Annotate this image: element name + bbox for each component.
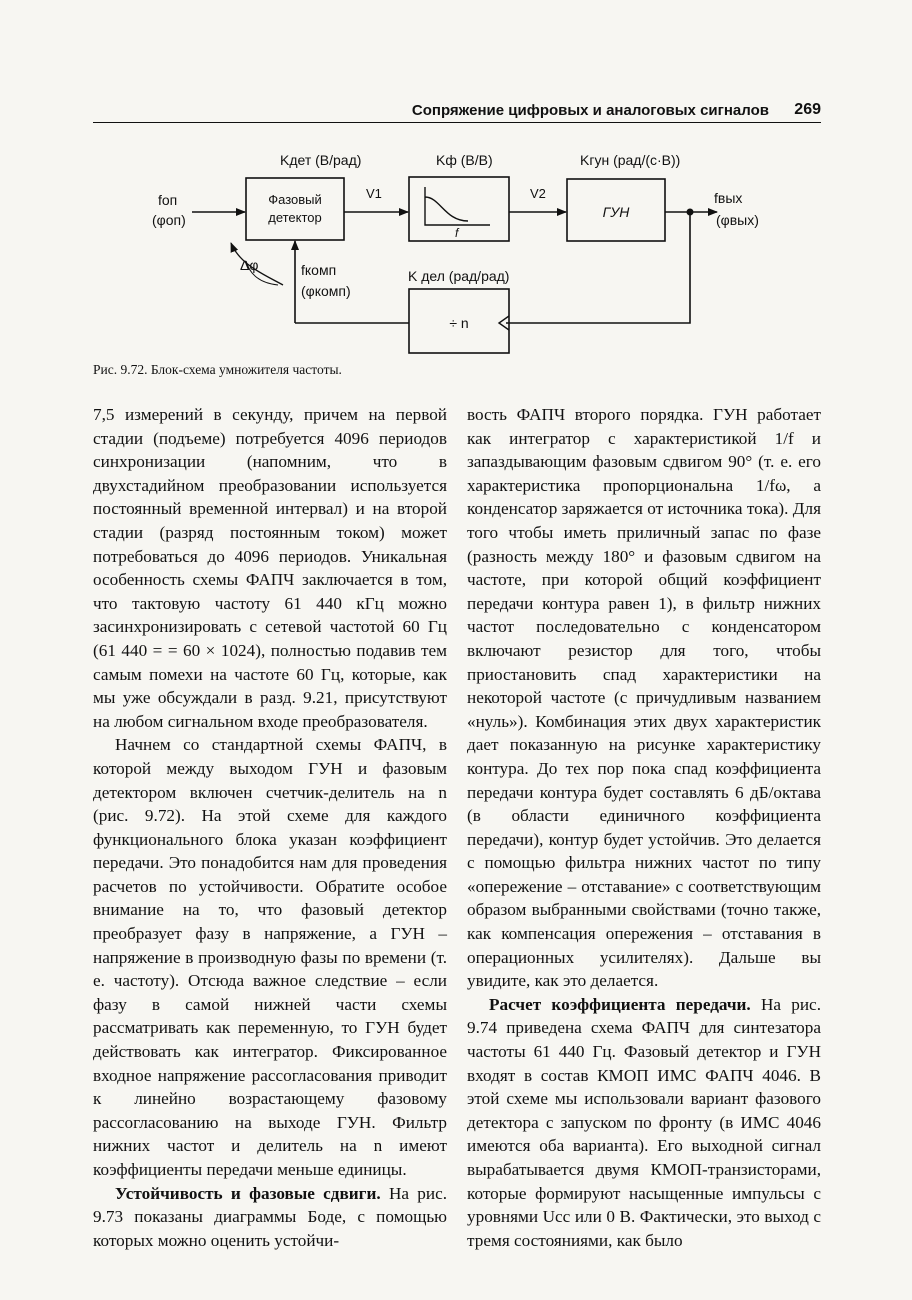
right-paragraph-2-text: На рис. 9.74 приведена схема ФАПЧ для синтезатора частоты 61 440 Гц. Фазовый детектор и ГУН входят в состав КМОП ИМС ФАПЧ 4046. В этой схеме мы использовали вариант фазового детектора с запуском по фронту (в ИМС 4046 имеются оба варианта). Его выходной сигнал вырабатывается двумя КМОП-транзисторами, которые формируют насыщенные импульсы с уровнями Uсс или 0 В. Фактически, это выход с тремя состояниями, как было — [467, 994, 821, 1250]
v1-label: V1 — [366, 186, 382, 201]
right-column — [467, 403, 821, 1252]
block-diagram — [150, 145, 760, 365]
feedback-path-right — [506, 212, 690, 323]
running-header — [93, 100, 821, 123]
v2-label: V2 — [530, 186, 546, 201]
left-paragraph-1: 7,5 измерений в секунду, причем на первой стадии (подъеме) потребуется 4096 периодов синхронизации (напомним, что в двухстадийном преобразовании используется постоянный временной интервал) и на второй стадии (разряд постоянным током) может потребоваться до 4096 периодов. Уникальная особенность схемы ФАПЧ заключается в том, что тактовую частоту 61 440 кГц можно засинхронизировать с сетевой частотой 60 Гц (61 440 = = 60 × 1024), полностью подавив тем самым помехи на частоте 60 Гц, которые, как мы уже обсуждали в разд. 9.21, присутствуют на любом сигнальном входе преобразователя. — [93, 405, 447, 731]
header-title: Сопряжение цифровых и аналоговых сигналов — [411, 102, 769, 119]
figure-caption: Рис. 9.72. Блок-схема умножителя частоты. — [93, 362, 342, 377]
right-paragraph-2 — [467, 993, 821, 1253]
detector-label-2: детектор — [268, 210, 322, 225]
phi-ref-label: (φоп) — [152, 212, 186, 228]
phase-detector-box — [246, 178, 344, 240]
f-out-label: fвых — [714, 190, 743, 206]
k-div-label: K дел (рад/рад) — [408, 268, 510, 284]
vco-label: ГУН — [602, 204, 630, 220]
left-paragraph-2: Начнем со стандартной схемы ФАПЧ, в которой между выходом ГУН и фазовым детектором включен счетчик-делитель на n (рис. 9.72). На этой схеме для каждого функционального блока указан коэффициент передачи. Это понадобится нам для проведения расчетов по устойчивости. Обратите особое внимание на то, что фазовый детектор преобразует фазу в напряжение, а ГУН – напряжение в производную фазы по времени (т. е. частоту). Отсюда важное следствие – если фазу в самой нижней части схемы рассматривать как переменную, то ГУН будет действовать как интегратор. Фиксированное входное напряжение рассогласования приводит к линейно возрастающему фазовому рассогласованию на выходе ГУН. Фильтр нижних частот и делитель на n имеют коэффициенты передачи меньше единицы. — [93, 735, 447, 1179]
left-paragraph-3 — [93, 1182, 447, 1253]
k-f-label: Kф (В/В) — [436, 152, 493, 168]
phi-comp-label: (φкомп) — [301, 283, 351, 299]
k-det-label: Kдет (В/рад) — [280, 152, 362, 168]
f-ref-label: fоп — [158, 192, 178, 208]
page-number: 269 — [794, 101, 821, 118]
filter-f-label: f — [455, 226, 459, 240]
right-paragraph-1: вость ФАПЧ второго порядка. ГУН работает как интегратор с характеристикой 1/f и запаздывающим фазовым сдвигом 90° (т. е. его характеристика пропорциональна 1/fω, а конденсатор заряжается от источника тока). Для того чтобы иметь приличный запас по фазе (разность между 180° и фазовым сдвигом на частоте, при которой общий коэффициент передачи контура равен 1), в фильтр нижних частот последовательно с конденсатором включают резистор для того, чтобы приостановить спад характеристики на некоторой частоте (с причудливым названием «нуль»). Комбинация этих двух характеристик дает показанную на рисунке характеристику контура. До тех пор пока спад коэффициента передачи контура будет составлять 6 дБ/октава (в области единичного коэффициента передачи), контур будет устойчив. Это делается с помощью фильтра нижних частот по типу «опережение – отставание» с соответствующим образом выбранными свойствами (точно также, как компенсация опережения – отставания в операционных усилителях). Дальше вы увидите, как это делается. — [467, 405, 821, 991]
filter-response-curve — [425, 187, 490, 225]
left-column — [93, 403, 447, 1252]
phi-out-label: (φвых) — [716, 212, 759, 228]
divider-label: ÷ n — [449, 315, 469, 331]
detector-label-1: Фазовый — [268, 192, 322, 207]
delta-phi-label: Δφ — [240, 257, 259, 273]
k-vco-label: Kгун (рад/(с·В)) — [580, 152, 681, 168]
filter-box — [409, 177, 509, 241]
right-paragraph-2-heading: Расчет коэффициента передачи. — [489, 994, 751, 1014]
left-paragraph-3-heading: Устойчивость и фазовые сдвиги. — [115, 1183, 381, 1203]
f-comp-label: fкомп — [301, 262, 337, 278]
left-paragraph-3-text: На рис. 9.73 показаны диаграммы Боде, с помощью которых можно оценить устойчи- — [93, 1183, 447, 1250]
